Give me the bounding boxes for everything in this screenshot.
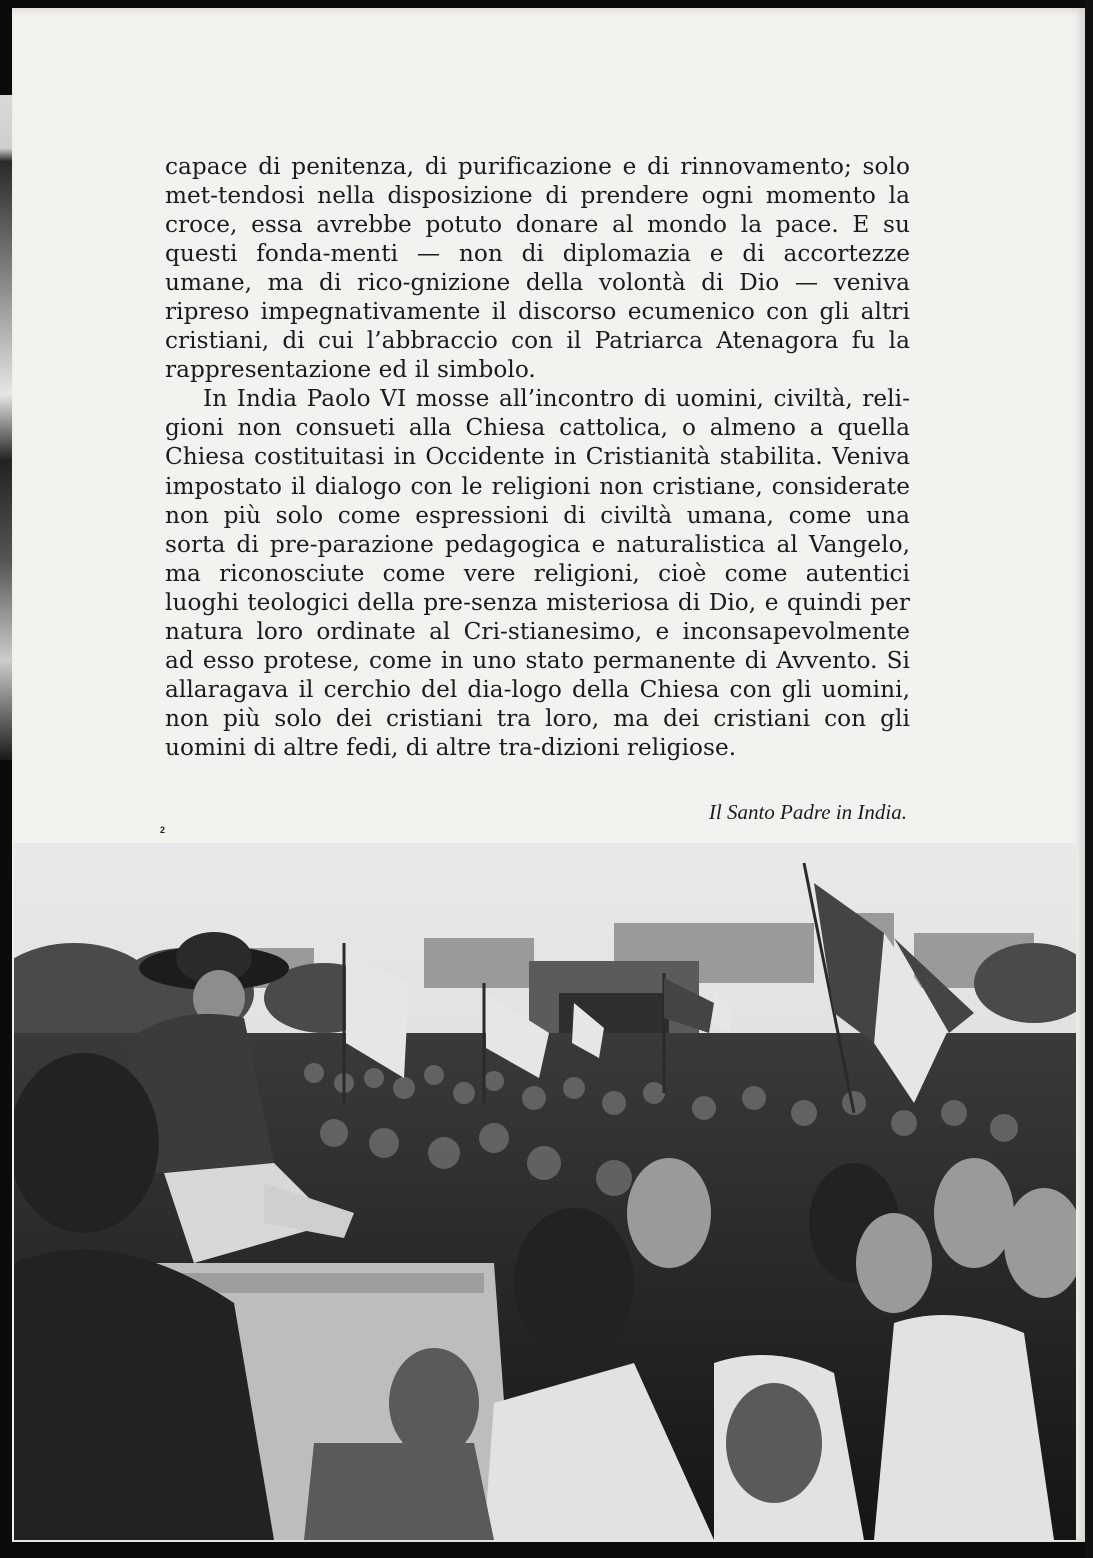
photo-pope-in-india — [14, 843, 1076, 1540]
crowd-photo-illustration — [14, 843, 1076, 1540]
article-body — [165, 152, 910, 762]
photo-caption: Il Santo Padre in India. — [708, 800, 907, 824]
scan-right-edge — [1085, 0, 1093, 1558]
page-number: 2 — [160, 825, 166, 835]
article-paragraph-2: In India Paolo VI mosse all’incontro di uomini, civiltà, reli-gioni non consueti alla Chiesa cattolica, o almeno a quella Chiesa costituitasi in Occidente in Cristianità stabilita. Veniva impostato il dialogo con le religioni non cristiane, considerate non più solo come espressioni di civiltà umana, come una sorta di pre-parazione pedagogica e naturalistica al Vangelo, ma riconosciute come vere religioni, cioè come autentici luoghi teologici della pre-senza misteriosa di Dio, e quindi per natura loro ordinate al Cri-stianesimo, e inconsapevolmente ad esso protese, come in uno stato permanente di Avvento. Si allaragava il cerchio del dia-logo della Chiesa con gli uomini, non più solo dei cristiani tra loro, ma dei cristiani con gli uomini di altre fedi, di altre tra-dizioni religiose. — [165, 385, 910, 761]
previous-page-edge — [0, 95, 12, 760]
article-paragraph-1: capace di penitenza, di purificazione e di rinnovamento; solo met-tendosi nella disposizione di prendere ogni momento la croce, essa avrebbe potuto donare al mondo la pace. E su questi fonda-menti — non di diplomazia e di accortezze umane, ma di rico-gnizione della volontà di Dio — veniva ripreso impegnativamente il discorso ecumenico con gli altri cristiani, di cui l’abbraccio con il Patriarca Atenagora fu la rappresentazione ed il simbolo. — [165, 153, 910, 384]
